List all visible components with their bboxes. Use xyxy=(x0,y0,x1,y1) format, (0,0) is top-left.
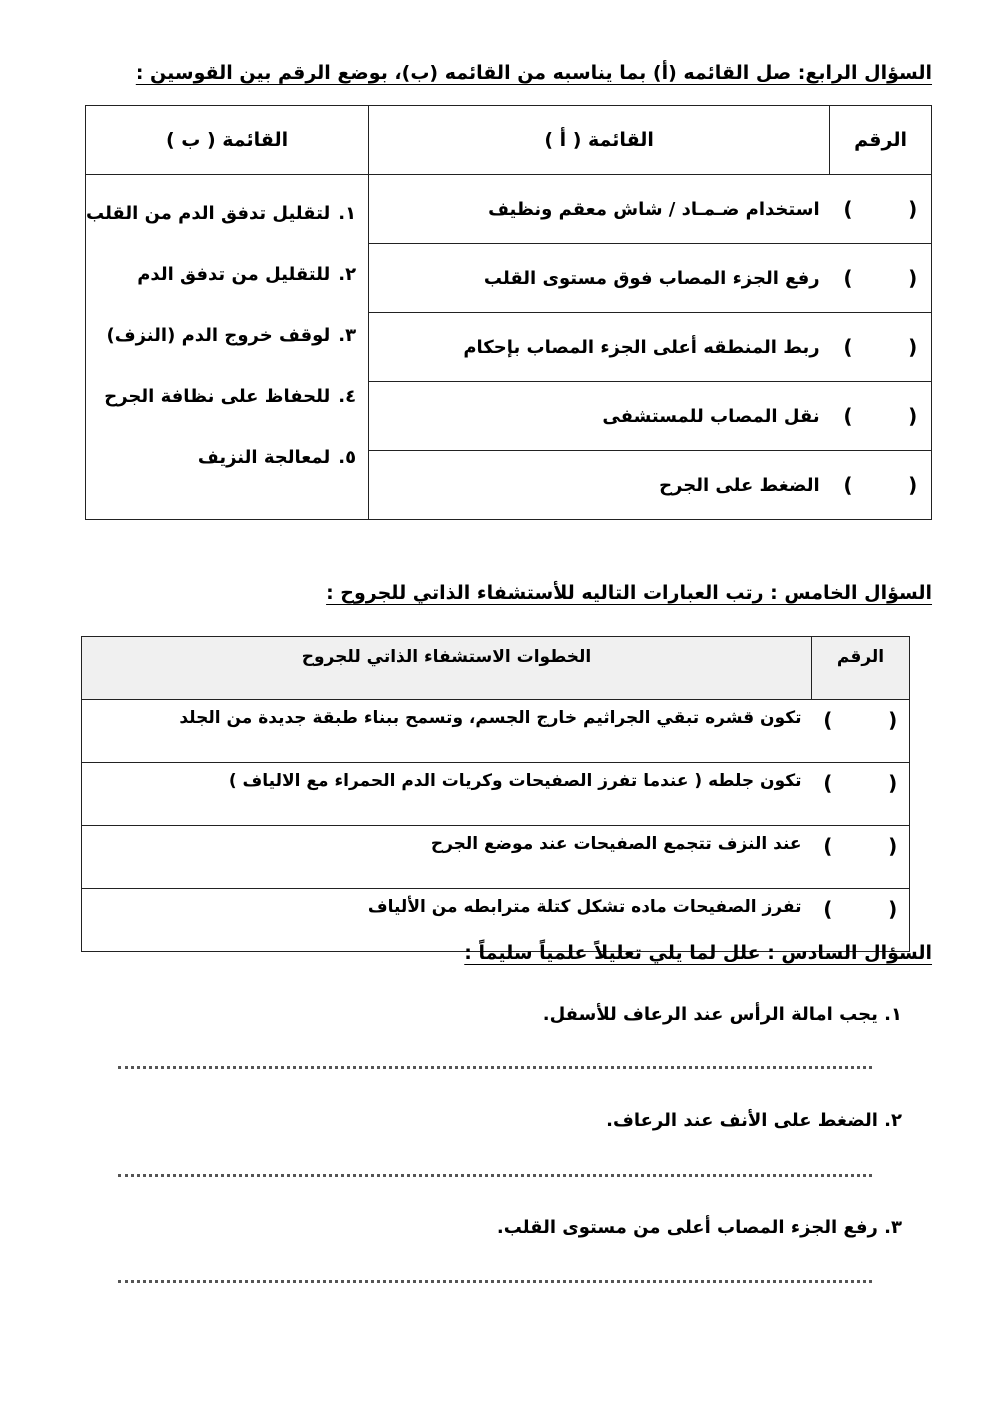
q4-list-b xyxy=(86,175,369,520)
q4-list-b-item: ٢. للتقليل من تدفق الدم xyxy=(137,264,357,285)
q4-row xyxy=(86,175,932,244)
q4-list-b-item: ٤. للحفاظ على نظافة الجرح xyxy=(104,386,357,407)
q4-list-b-item: ١. لتقليل تدفق الدم من القلب xyxy=(86,203,357,224)
q5-step: تكون قشره تبقي الجراثيم خارج الجسم، وتسمح ببناء طبقة جديدة من الجلد xyxy=(82,700,812,763)
answer-line[interactable] xyxy=(118,1174,872,1177)
q4-list-a-item: ربط المنطقه أعلى الجزء المصاب بإحكام xyxy=(369,313,830,382)
q4-header-num: الرقم xyxy=(830,106,932,175)
q4-title: السؤال الرابع: صل القائمه (أ) بما يناسبه من القائمه (ب)، بوضع الرقم بين القوسين : xyxy=(135,62,932,84)
q4-header-list-a: القائمة ( أ ) xyxy=(369,106,830,175)
q4-answer-slot[interactable]: ( ) xyxy=(830,451,932,520)
q6-item: ٢. الضغط على الأنف عند الرعاف. xyxy=(606,1110,902,1131)
q5-header-row xyxy=(82,637,910,700)
q5-answer-slot[interactable]: ( ) xyxy=(812,700,910,763)
q5-header-steps: الخطوات الاستشفاء الذاتي للجروح xyxy=(82,637,812,700)
q4-list-a-item: نقل المصاب للمستشفى xyxy=(369,382,830,451)
q4-list-b-item: ٥. لمعالجة النزيف xyxy=(197,447,357,468)
q5-row xyxy=(82,826,910,889)
q4-list-a-item: استخدام ضـمـاد / شاش معقم ونظيف xyxy=(369,175,830,244)
q4-header-list-b: القائمة ( ب ) xyxy=(86,106,369,175)
q5-ordering-table xyxy=(81,636,910,952)
q5-step: عند النزف تتجمع الصفيحات عند موضع الجرح xyxy=(82,826,812,889)
q6-item: ٣. رفع الجزء المصاب أعلى من مستوى القلب. xyxy=(496,1217,902,1238)
q6-title: السؤال السادس : علل لما يلي تعليلاً علمياً سليماً : xyxy=(464,942,932,964)
q4-list-a-item: الضغط على الجرح xyxy=(369,451,830,520)
answer-line[interactable] xyxy=(118,1280,872,1283)
q4-list-a-item: رفع الجزء المصاب فوق مستوى القلب xyxy=(369,244,830,313)
q5-step: تفرز الصفيحات ماده تشكل كتلة مترابطه من الألياف xyxy=(82,889,812,952)
answer-line[interactable] xyxy=(118,1066,872,1069)
q6-item: ١. يجب امالة الرأس عند الرعاف للأسفل. xyxy=(542,1004,902,1025)
q5-answer-slot[interactable]: ( ) xyxy=(812,763,910,826)
q5-row xyxy=(82,763,910,826)
q5-answer-slot[interactable]: ( ) xyxy=(812,826,910,889)
q5-row xyxy=(82,700,910,763)
q5-header-num: الرقم xyxy=(812,637,910,700)
q4-header-row xyxy=(86,106,932,175)
q5-title: السؤال الخامس : رتب العبارات التاليه للأستشفاء الذاتي للجروح : xyxy=(326,582,932,604)
q4-answer-slot[interactable]: ( ) xyxy=(830,382,932,451)
q4-list-b-item: ٣. لوقف خروج الدم (النزف) xyxy=(106,325,357,346)
q4-answer-slot[interactable]: ( ) xyxy=(830,175,932,244)
q5-answer-slot[interactable]: ( ) xyxy=(812,889,910,952)
q4-answer-slot[interactable]: ( ) xyxy=(830,313,932,382)
q5-step: تكون جلطه ( عندما تفرز الصفيحات وكريات الدم الحمراء مع الالياف ) xyxy=(82,763,812,826)
q4-answer-slot[interactable]: ( ) xyxy=(830,244,932,313)
q4-matching-table xyxy=(85,105,932,520)
